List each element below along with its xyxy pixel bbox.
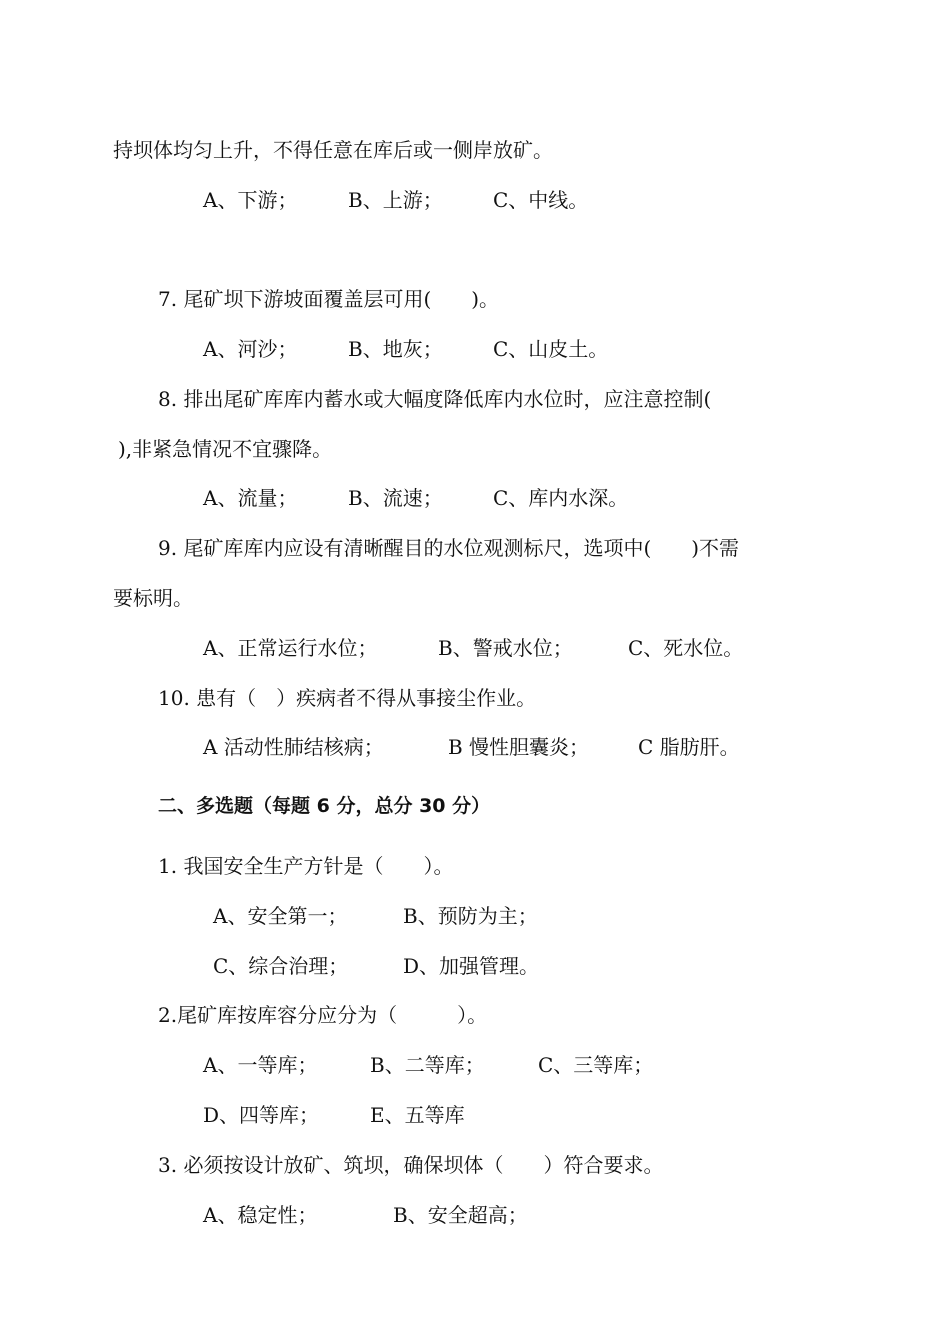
q9-stem-line1: 9. 尾矿库库内应设有清晰醒目的水位观测标尺，选项中( )不需 (158, 536, 740, 560)
q10-option-b: B 慢性胆囊炎； (448, 735, 590, 759)
q8-option-b: B、流速； (348, 486, 443, 510)
m2-option-a: A、一等库； (203, 1053, 318, 1077)
q7-option-c: C、山皮土。 (493, 337, 609, 361)
m2-option-c: C、三等库； (538, 1053, 654, 1077)
m2-option-d: D、四等库； (203, 1103, 320, 1127)
m2-option-b: B、二等库； (370, 1053, 485, 1077)
m1-stem: 1. 我国安全生产方针是（ ）。 (158, 854, 454, 878)
m2-stem: 2.尾矿库按库容分应分为（ ）。 (158, 1003, 488, 1027)
m3-option-a: A、稳定性； (203, 1203, 318, 1227)
q8-option-c: C、库内水深。 (493, 486, 629, 510)
m1-option-b: B、预防为主； (403, 904, 538, 928)
q9-option-b: B、警戒水位； (438, 636, 573, 660)
q8-option-a: A、流量； (203, 486, 298, 510)
q7-stem: 7. 尾矿坝下游坡面覆盖层可用( )。 (158, 287, 500, 311)
q8-stem-line1: 8. 排出尾矿库库内蓄水或大幅度降低库内水位时，应注意控制( (158, 387, 712, 411)
m1-option-d: D、加强管理。 (403, 954, 540, 978)
m1-option-c: C、综合治理； (213, 954, 349, 978)
q9-option-c: C、死水位。 (628, 636, 744, 660)
q10-option-c: C 脂肪肝。 (638, 735, 740, 759)
q6-option-a: A、下游； (203, 188, 298, 212)
q7-option-a: A、河沙； (203, 337, 298, 361)
m1-option-a: A、安全第一； (213, 904, 348, 928)
section-heading: 二、多选题（每题 6 分，总分 30 分） (158, 795, 491, 817)
q8-stem-line2: ),非紧急情况不宜骤降。 (118, 437, 333, 461)
q9-option-a: A、正常运行水位； (203, 636, 378, 660)
q6-stem-continuation: 持坝体均匀上升，不得任意在库后或一侧岸放矿。 (113, 138, 553, 162)
q6-option-b: B、上游； (348, 188, 443, 212)
q10-stem: 10. 患有（ ）疾病者不得从事接尘作业。 (158, 686, 537, 710)
m2-option-e: E、五等库 (370, 1103, 465, 1127)
q9-stem-line2: 要标明。 (113, 586, 193, 610)
q10-option-a: A 活动性肺结核病； (203, 735, 384, 759)
m3-stem: 3. 必须按设计放矿、筑坝，确保坝体（ ）符合要求。 (158, 1153, 664, 1177)
q6-option-c: C、中线。 (493, 188, 589, 212)
q7-option-b: B、地灰； (348, 337, 443, 361)
m3-option-b: B、安全超高； (393, 1203, 528, 1227)
